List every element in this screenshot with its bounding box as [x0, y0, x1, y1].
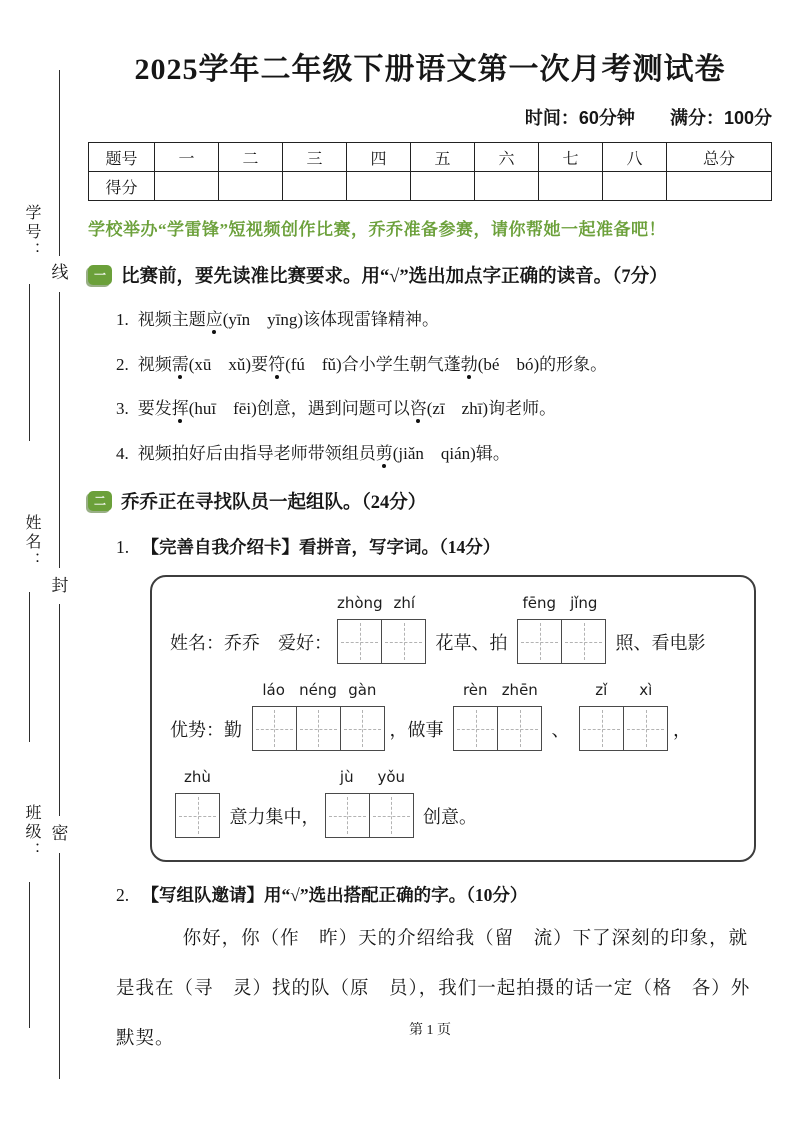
section2-header [88, 488, 772, 514]
question-text: (fú fǔ)合小学生朝气蓬 [285, 354, 461, 374]
time-limit: 时间：60分钟 [524, 108, 635, 128]
writing-cell [561, 619, 606, 664]
pinyin-syllable: jǐng [570, 594, 598, 612]
pinyin-label [337, 594, 426, 612]
writing-cell [369, 793, 414, 838]
pinyin-syllable: fēng [522, 594, 557, 612]
page-number: 第 1 页 [409, 1022, 451, 1038]
grid-cells [517, 619, 606, 664]
writing-cell [296, 706, 341, 751]
dotted-character: 咨 [409, 399, 427, 418]
writing-cell [497, 706, 542, 751]
question-text: (yīn yīng)该体现雷锋精神。 [222, 310, 440, 329]
score-table-header-cell: 四 [347, 143, 411, 172]
score-cell-empty [155, 172, 219, 201]
score-table-header-cell: 题号 [89, 143, 155, 172]
question-text: 要发 [137, 399, 172, 418]
dotted-character: 剪 [375, 443, 393, 463]
grid-cells [579, 706, 668, 751]
main-content [88, 0, 772, 1065]
score-cell-empty [411, 172, 475, 201]
page-title: 2025学年二年级下册语文第一次月考测试卷 [134, 53, 726, 86]
pinyin-syllable: zǐ [595, 681, 608, 699]
section2-title: 乔乔正在寻找队员一起组队。（24分） [121, 493, 427, 513]
writing-cell [579, 706, 624, 751]
question-text: 视频主题 [137, 310, 206, 329]
pinyin-writing-grid [337, 594, 426, 664]
question-number: 4. [116, 443, 129, 463]
pinyin-writing-grid [175, 768, 220, 838]
section1-title: 比赛前，要先读准比赛要求。用“√”选出加点字正确的读音。（7分） [121, 267, 668, 287]
pinyin-syllable: zhù [184, 768, 211, 786]
score-table-score-row [89, 172, 772, 201]
dotted-character: 需 [171, 354, 189, 374]
writing-cell [453, 706, 498, 751]
question-number: 1. [116, 310, 129, 329]
question-text: (zī zhī)询老师。 [426, 399, 557, 418]
pinyin-syllable: láo [262, 681, 285, 699]
grid-cells [325, 793, 414, 838]
question-text: 视频拍好后由指导老师带领组员 [137, 443, 376, 463]
pinyin-syllable: zhēn [501, 681, 538, 699]
section1-header [88, 262, 772, 288]
score-table [88, 142, 772, 201]
pinyin-syllable: néng [299, 681, 337, 699]
question-item [88, 441, 772, 467]
grid-cells [252, 706, 385, 751]
seal-line-segment [59, 70, 60, 256]
grid-cells [337, 619, 426, 664]
score-table-header-cell: 五 [411, 143, 475, 172]
writing-cell [175, 793, 220, 838]
pinyin-writing-grid [453, 681, 542, 751]
pinyin-writing-grid [252, 681, 385, 751]
q1-number: 1. [116, 537, 130, 557]
writing-cell [623, 706, 668, 751]
exam-meta [88, 104, 772, 130]
pinyin-syllable: zhí [393, 594, 416, 612]
q2-number: 2. [116, 885, 130, 905]
score-table-header-cell: 八 [603, 143, 667, 172]
pinyin-syllable: rèn [462, 681, 488, 699]
writing-cell [340, 706, 385, 751]
question-item [88, 396, 772, 422]
score-cell-empty [603, 172, 667, 201]
seal-char-line: 线 [51, 263, 69, 282]
seal-char-secret: 密 [51, 824, 69, 843]
score-table-header-cell: 总分 [667, 143, 772, 172]
card-text: 姓名：乔乔 爱好： [170, 632, 332, 653]
question-number: 2. [116, 354, 129, 374]
pinyin-syllable: zhòng [337, 594, 383, 612]
full-score: 满分：100分 [669, 108, 772, 128]
score-table-header-cell: 二 [219, 143, 283, 172]
card-row [170, 681, 736, 751]
pinyin-writing-grid [325, 768, 414, 838]
pinyin-label [175, 768, 220, 786]
pinyin-label [252, 681, 385, 699]
score-row-label: 得分 [89, 172, 155, 201]
student-name-label: 姓名： [23, 514, 40, 571]
card-text: ， [673, 719, 691, 740]
score-table-header-cell: 七 [539, 143, 603, 172]
dotted-character: 挥 [171, 399, 189, 418]
intro-text: 学校举办“学雷锋”短视频创作比赛，乔乔准备参赛，请你帮她一起准备吧！ [88, 220, 666, 239]
score-cell-empty [475, 172, 539, 201]
score-cell-empty [347, 172, 411, 201]
question-number: 3. [116, 399, 129, 418]
student-id-blank [29, 284, 30, 441]
seal-char-seal: 封 [51, 576, 69, 595]
pinyin-syllable: gàn [348, 681, 377, 699]
question-item [88, 352, 772, 378]
writing-cell [325, 793, 370, 838]
student-name-blank [29, 592, 30, 742]
card-text: ，做事 [389, 719, 448, 740]
writing-cell [337, 619, 382, 664]
question-item [88, 307, 772, 333]
writing-cell [517, 619, 562, 664]
card-text: 意力集中， [225, 806, 320, 827]
writing-cell [381, 619, 426, 664]
seal-line-segment [59, 604, 60, 816]
grid-cells [453, 706, 542, 751]
score-table-header-row [89, 143, 772, 172]
pinyin-syllable: xì [639, 681, 653, 699]
seal-line-segment [59, 292, 60, 568]
class-blank [29, 882, 30, 1028]
section1-items [88, 307, 772, 466]
pinyin-label [453, 681, 542, 699]
q1-title-text: 【完善自我介绍卡】看拼音，写字词。（14分） [141, 537, 501, 557]
dotted-character: 符 [268, 354, 286, 374]
card-row [170, 594, 736, 664]
card-text: 花草、拍 [431, 632, 512, 653]
q2-passage: 你好，你（作 昨）天的介绍给我（留 流）下了深刻的印象，就是我在（寻 灵）找的队（原 员），我们一起拍摄的话一定（格 各）外默契。 [116, 929, 751, 1049]
question-text: (bé bó)的形象。 [477, 354, 608, 374]
pinyin-syllable: jù [339, 768, 354, 786]
section1-badge-icon: 一 [88, 265, 112, 285]
dotted-character: 应 [205, 310, 223, 329]
card-text: 创意。 [418, 806, 477, 827]
score-table-header-cell: 六 [475, 143, 539, 172]
score-table-header-cell: 一 [155, 143, 219, 172]
seal-line-segment [59, 853, 60, 1079]
score-table-header-cell: 三 [283, 143, 347, 172]
question-text: 视频 [137, 354, 172, 374]
card-text: 、 [547, 719, 574, 740]
pinyin-writing-grid [579, 681, 668, 751]
pinyin-label [579, 681, 668, 699]
pinyin-syllable: yǒu [377, 768, 406, 786]
pinyin-label [517, 594, 606, 612]
self-intro-card [150, 575, 756, 862]
class-label: 班级： [23, 804, 40, 861]
score-cell-empty [283, 172, 347, 201]
student-id-label: 学号： [23, 204, 40, 261]
question-text: (jiǎn qián)辑。 [392, 443, 510, 463]
question-text: (xū xǔ)要 [188, 354, 269, 374]
section2-badge-icon: 二 [88, 491, 112, 511]
card-row [170, 768, 736, 838]
card-text: 照、看电影 [611, 632, 706, 653]
pinyin-writing-grid [517, 594, 606, 664]
score-cell-empty [539, 172, 603, 201]
q2-title-text: 【写组队邀请】用“√”选出搭配正确的字。（10分） [141, 885, 528, 905]
card-text: 优势：勤 [170, 719, 247, 740]
dotted-character: 勃 [460, 354, 478, 374]
q1-title [116, 534, 772, 559]
score-cell-empty [667, 172, 772, 201]
question-text: (huī fēi)创意，遇到问题可以 [188, 399, 410, 418]
writing-cell [252, 706, 297, 751]
grid-cells [175, 793, 220, 838]
q2-title [116, 882, 772, 907]
pinyin-label [325, 768, 414, 786]
score-cell-empty [219, 172, 283, 201]
